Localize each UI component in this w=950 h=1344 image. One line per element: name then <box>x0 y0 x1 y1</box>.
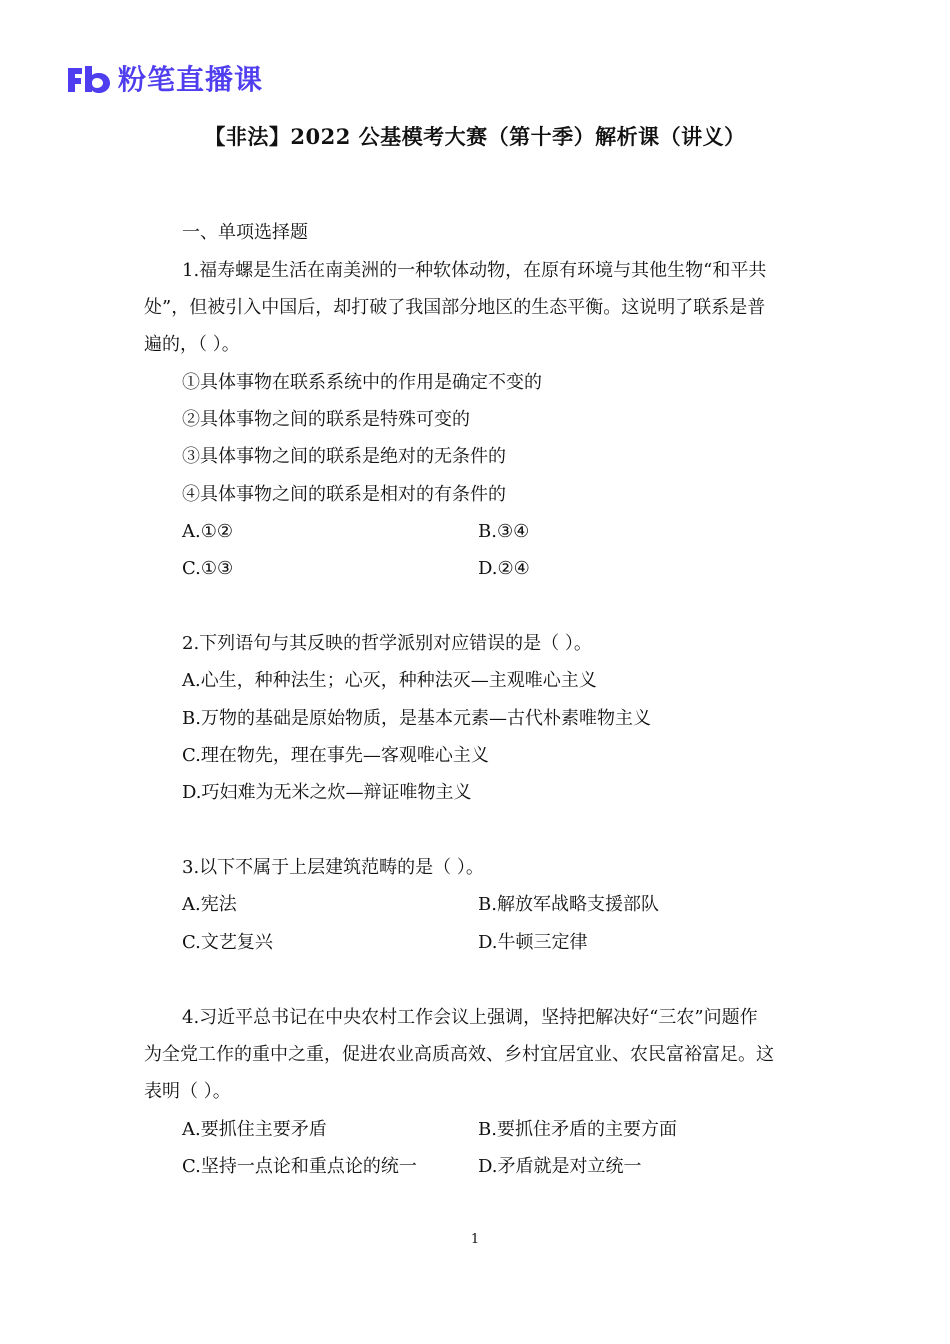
question-1-stem-line-1: 1.福寿螺是生活在南美洲的一种软体动物，在原有环境与其他生物“和平共 <box>182 260 767 281</box>
question-1-option-a: A.①② <box>182 521 233 542</box>
question-2-option-a: A.心生，种种法生；心灭，种种法灭—主观唯心主义 <box>182 670 597 691</box>
question-1-stem-line-3: 遍的，（ ）。 <box>144 334 240 355</box>
question-2-option-c: C.理在物先，理在事先—客观唯心主义 <box>182 745 489 766</box>
question-4-stem-line-2: 为全党工作的重中之重，促进农业高质高效、乡村宜居宜业、农民富裕富足。这 <box>144 1044 774 1065</box>
question-4-option-d: D.矛盾就是对立统一 <box>478 1156 642 1177</box>
question-1-statement-2: ②具体事物之间的联系是特殊可变的 <box>182 409 470 430</box>
question-2-option-b: B.万物的基础是原始物质，是基本元素—古代朴素唯物主义 <box>182 708 651 729</box>
question-3-option-a: A.宪法 <box>182 894 237 915</box>
fenbi-fb-logo-icon <box>66 64 112 96</box>
question-4-option-b: B.要抓住矛盾的主要方面 <box>478 1119 677 1140</box>
question-2-option-d: D.巧妇难为无米之炊—辩证唯物主义 <box>182 782 472 803</box>
question-4-option-c: C.坚持一点论和重点论的统一 <box>182 1156 417 1177</box>
section-heading: 一、单项选择题 <box>182 222 308 243</box>
question-4-option-a: A.要抓住主要矛盾 <box>182 1119 327 1140</box>
brand-logo <box>66 62 263 98</box>
question-1-stem-line-2: 处”，但被引入中国后，却打破了我国部分地区的生态平衡。这说明了联系是普 <box>144 297 766 318</box>
question-3-option-c: C.文艺复兴 <box>182 932 273 953</box>
page-number: 1 <box>470 1232 480 1247</box>
question-3-stem-line-1: 3.以下不属于上层建筑范畴的是（ ）。 <box>182 857 484 878</box>
brand-name: 粉笔直播课 <box>118 63 264 96</box>
question-1-option-d: D.②④ <box>478 558 530 579</box>
question-1-option-b: B.③④ <box>478 521 530 542</box>
question-2-stem-line-1: 2.下列语句与其反映的哲学派别对应错误的是（ ）。 <box>182 633 592 654</box>
question-1-statement-4: ④具体事物之间的联系是相对的有条件的 <box>182 484 506 505</box>
document-title: 【非法】2022 公基模考大赛（第十季）解析课（讲义） <box>204 124 746 149</box>
question-1-statement-1: ①具体事物在联系系统中的作用是确定不变的 <box>182 372 542 393</box>
question-4-stem-line-1: 4.习近平总书记在中央农村工作会议上强调，坚持把解决好“三农”问题作 <box>182 1007 758 1028</box>
question-3-option-d: D.牛顿三定律 <box>478 932 588 953</box>
question-3-option-b: B.解放军战略支援部队 <box>478 894 659 915</box>
question-1-statement-3: ③具体事物之间的联系是绝对的无条件的 <box>182 446 506 467</box>
question-4-stem-line-3: 表明（ ）。 <box>144 1081 231 1102</box>
question-1-option-c: C.①③ <box>182 558 234 579</box>
